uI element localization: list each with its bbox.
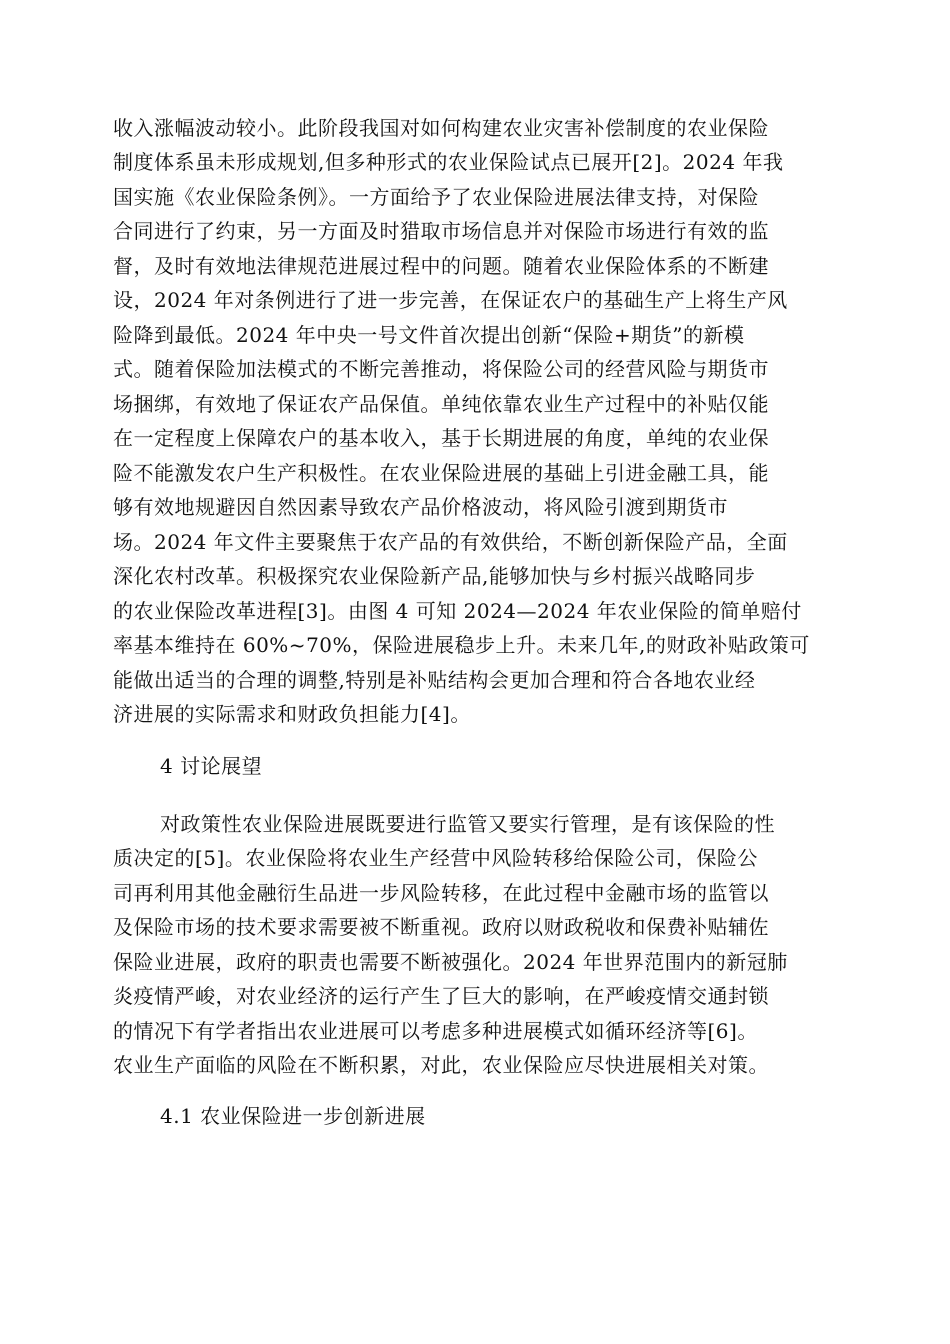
paragraph-1-line: 济进展的实际需求和财政负担能力[4]。	[113, 702, 471, 726]
paragraph-1-line: 场。2024 年文件主要聚焦于农产品的有效供给，不断创新保险产品，全面	[113, 530, 788, 554]
paragraph-1-line: 设，2024 年对条例进行了进一步完善，在保证农户的基础生产上将生产风	[113, 288, 788, 312]
paragraph-2-line: 的情况下有学者指出农业进展可以考虑多种进展模式如循环经济等[6]。	[113, 1019, 758, 1043]
paragraph-2-line: 炎疫情严峻，对农业经济的运行产生了巨大的影响，在严峻疫情交通封锁	[113, 984, 769, 1008]
paragraph-2-line: 司再利用其他金融衍生品进一步风险转移，在此过程中金融市场的监管以	[113, 881, 769, 905]
paragraph-1-line: 国实施《农业保险条例》。一方面给予了农业保险进展法律支持，对保险	[113, 185, 759, 209]
paragraph-1-line: 险不能激发农户生产积极性。在农业保险进展的基础上引进金融工具，能	[113, 461, 769, 485]
subsection-heading: 4.1 农业保险进一步创新进展	[160, 1104, 426, 1128]
section-heading: 4 讨论展望	[160, 754, 263, 778]
paragraph-1-line: 能做出适当的合理的调整,特别是补贴结构会更加合理和符合各地农业经	[113, 668, 756, 692]
paragraph-1-line: 险降到最低。2024 年中央一号文件首次提出创新“保险+期货”的新模	[113, 323, 745, 347]
paragraph-1-line: 制度体系虽未形成规划,但多种形式的农业保险试点已展开[2]。2024 年我	[113, 150, 784, 174]
paragraph-2-line: 及保险市场的技术要求需要被不断重视。政府以财政税收和保费补贴辅佐	[113, 915, 769, 939]
paragraph-1-line: 督，及时有效地法律规范进展过程中的问题。随着农业保险体系的不断建	[113, 254, 769, 278]
paragraph-2-line: 农业生产面临的风险在不断积累，对此，农业保险应尽快进展相关对策。	[113, 1053, 769, 1077]
paragraph-1-line: 率基本维持在 60%~70%，保险进展稳步上升。未来几年,的财政补贴政策可	[113, 633, 810, 657]
paragraph-2-line: 质决定的[5]。农业保险将农业生产经营中风险转移给保险公司，保险公	[113, 846, 758, 870]
paragraph-1-line: 合同进行了约束，另一方面及时猎取市场信息并对保险市场进行有效的监	[113, 219, 769, 243]
paragraph-1-line: 式。随着保险加法模式的不断完善推动，将保险公司的经营风险与期货市	[113, 357, 769, 381]
paragraph-1-line: 场捆绑，有效地了保证农产品保值。单纯依靠农业生产过程中的补贴仅能	[113, 392, 769, 416]
paragraph-1-line: 收入涨幅波动较小。此阶段我国对如何构建农业灾害补偿制度的农业保险	[113, 116, 769, 140]
paragraph-1-line: 深化农村改革。积极探究农业保险新产品,能够加快与乡村振兴战略同步	[113, 564, 756, 588]
paragraph-2-line: 保险业进展，政府的职责也需要不断被强化。2024 年世界范围内的新冠肺	[113, 950, 788, 974]
paragraph-1-line: 的农业保险改革进程[3]。由图 4 可知 2024—2024 年农业保险的简单赔付	[113, 599, 802, 623]
paragraph-1-line: 够有效地规避因自然因素导致农产品价格波动，将风险引渡到期货市	[113, 495, 728, 519]
paragraph-2-line: 对政策性农业保险进展既要进行监管又要实行管理，是有该保险的性	[160, 812, 775, 836]
paragraph-1-line: 在一定程度上保障农户的基本收入，基于长期进展的角度，单纯的农业保	[113, 426, 769, 450]
